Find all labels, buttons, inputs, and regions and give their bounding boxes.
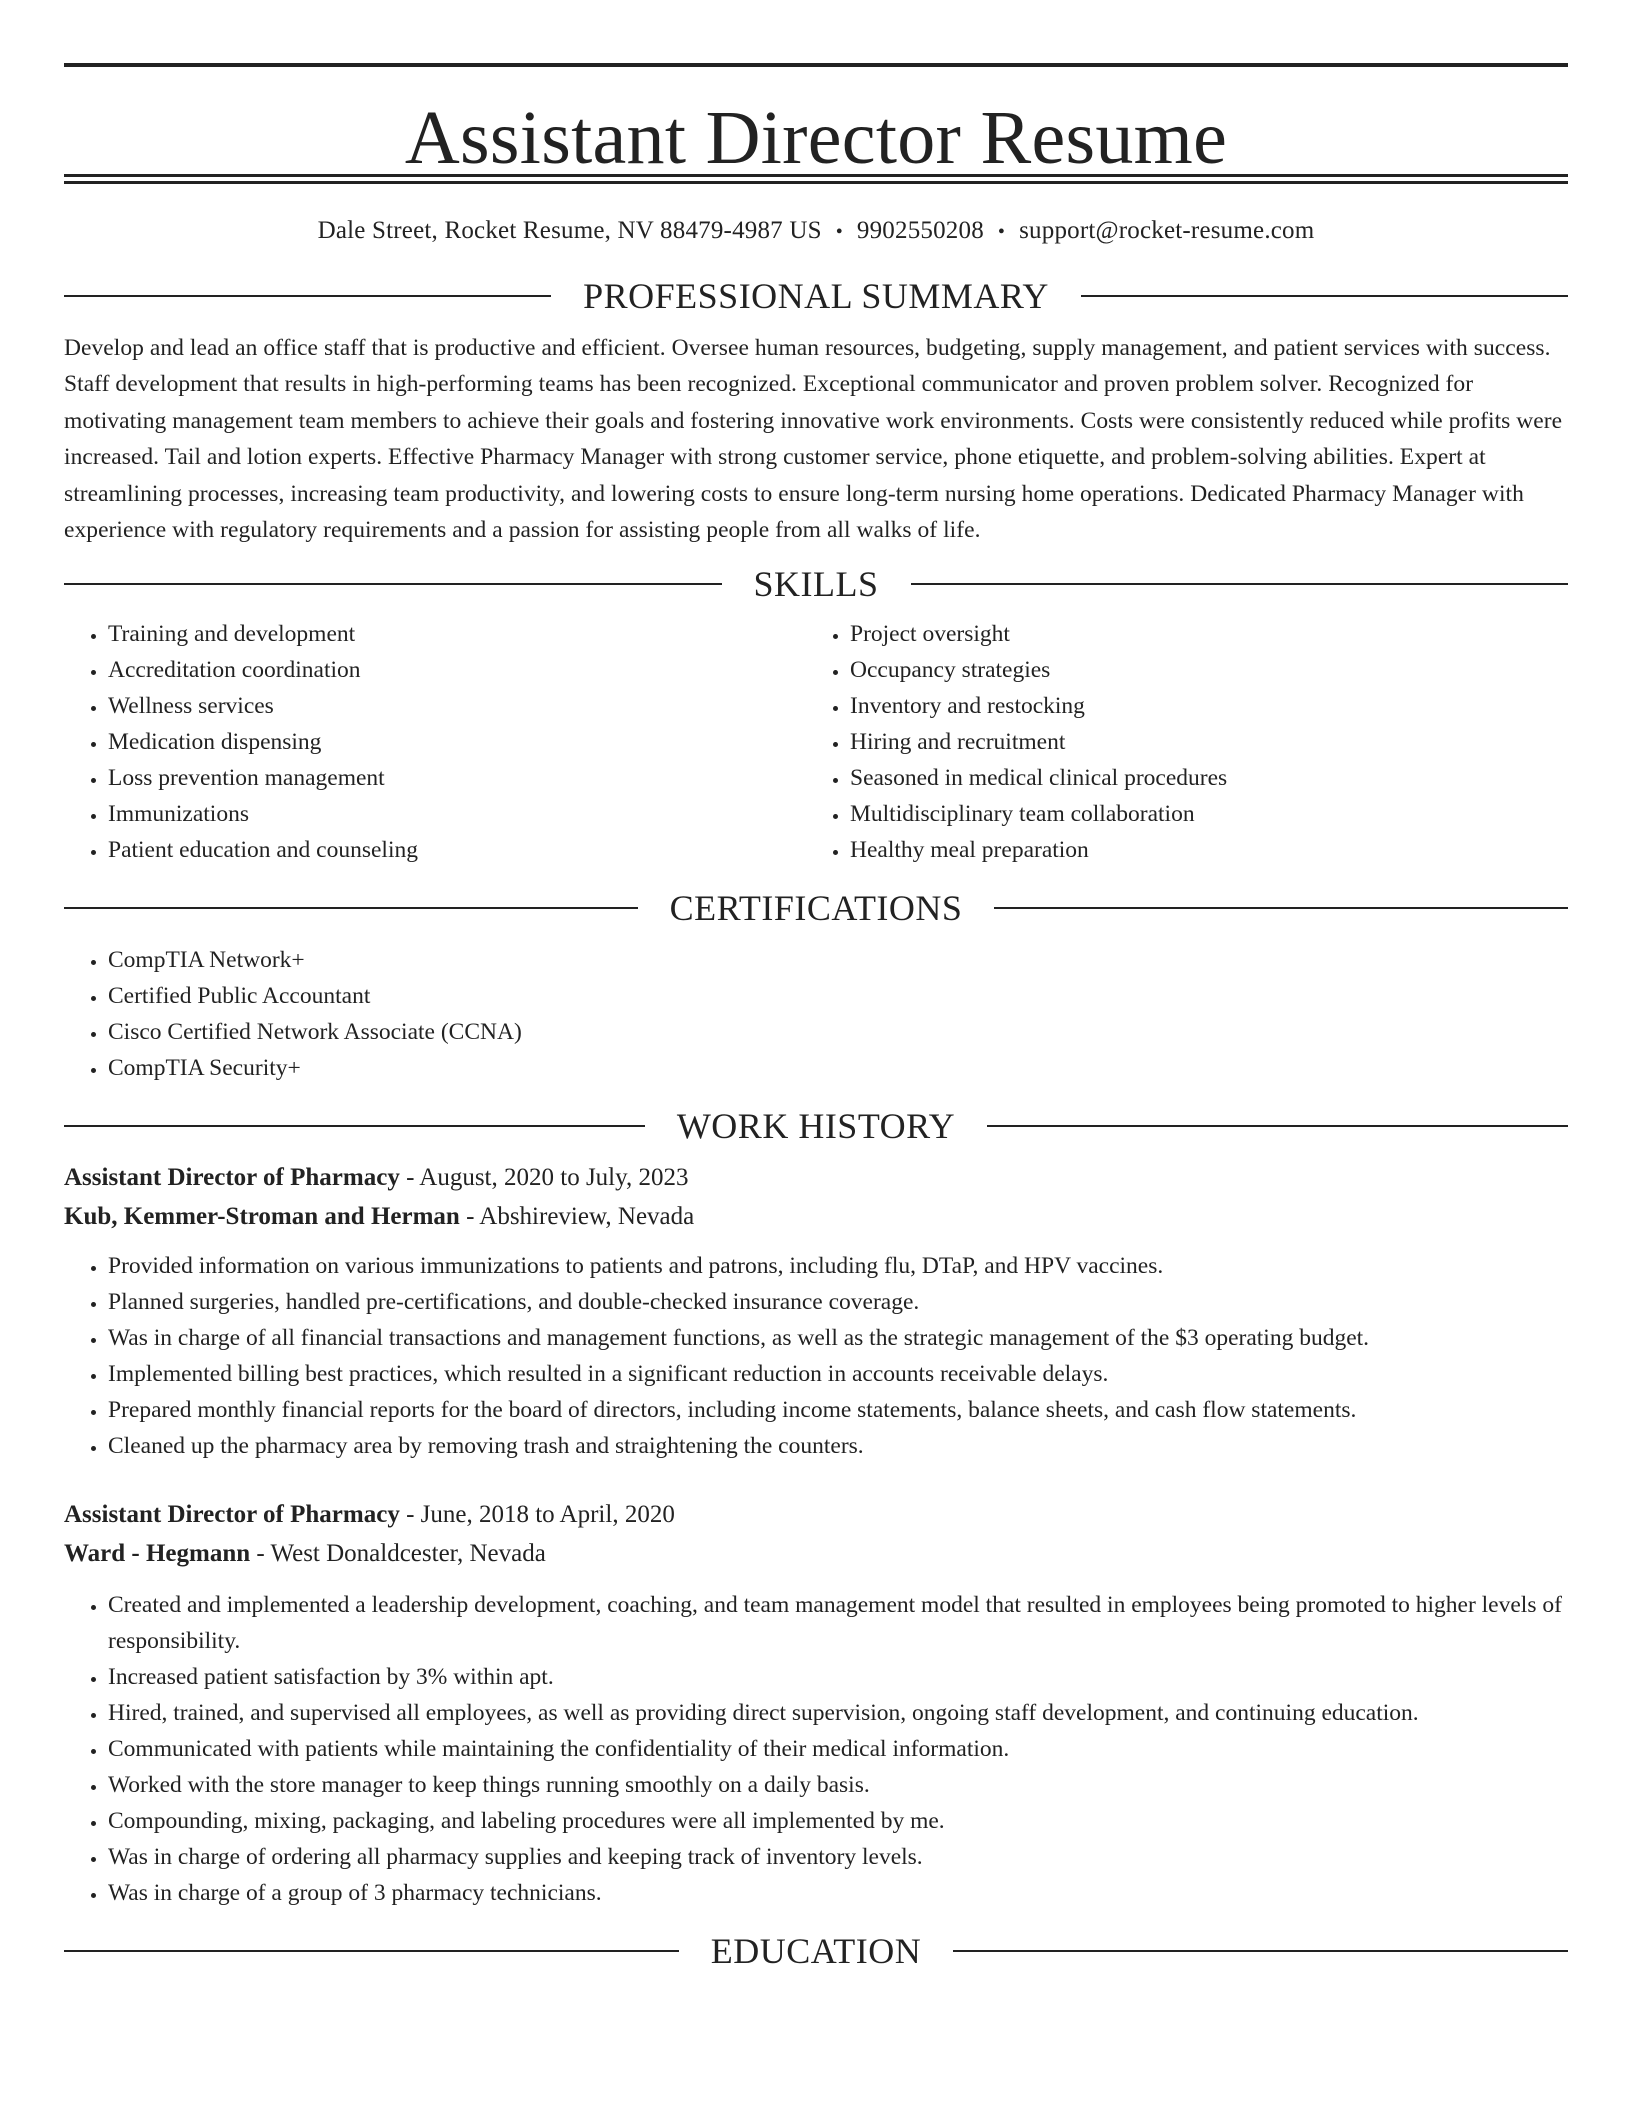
skill-item: • Loss prevention management: [108, 760, 806, 796]
certification-item: • CompTIA Security+: [108, 1050, 1568, 1086]
section-header-work-history: [64, 1104, 1568, 1148]
job-duties-list: [64, 1587, 1568, 1911]
contact-separator: •: [835, 221, 843, 243]
header-line: [994, 907, 1568, 909]
header-line: [64, 295, 551, 297]
header-line: [64, 907, 638, 909]
skill-item: • Healthy meal preparation: [850, 832, 1568, 868]
skill-item: • Immunizations: [108, 796, 806, 832]
section-title-work-history: WORK HISTORY: [676, 1106, 956, 1147]
header-line: [64, 583, 722, 585]
skill-item: • Seasoned in medical clinical procedures: [850, 760, 1568, 796]
section-header-skills: [64, 562, 1568, 606]
job-title: Assistant Director of Pharmacy: [64, 1164, 400, 1192]
job-duty-item: • Implemented billing best practices, which resulted in a significant reduction in accounts receivable delays.: [108, 1356, 1568, 1392]
job-title-line: [64, 1495, 1568, 1535]
header-line: [1081, 295, 1568, 297]
job-title-line: [64, 1158, 1568, 1198]
skill-item: • Wellness services: [108, 688, 806, 724]
job-duty-item: • Communicated with patients while maintaining the confidentiality of their medical information.: [108, 1731, 1568, 1767]
job-company: Kub, Kemmer-Stroman and Herman: [64, 1203, 460, 1231]
resume-title: Assistant Director Resume: [404, 96, 1228, 180]
section-title-summary: PROFESSIONAL SUMMARY: [583, 276, 1049, 316]
contact-line: [64, 214, 1568, 248]
job-duty-item: • Created and implemented a leadership development, coaching, and team management model that resulted in employees being promoted to higher levels of responsibility.: [108, 1587, 1568, 1659]
header-line: [911, 583, 1569, 585]
contact-phone: 9902550208: [856, 217, 984, 244]
job-dates: - June, 2018 to April, 2020: [399, 1501, 675, 1529]
job-company-line: [64, 1535, 1568, 1573]
header-line: [953, 1950, 1568, 1952]
contact-separator: •: [997, 221, 1006, 243]
certification-item: • CompTIA Network+: [108, 942, 1568, 978]
skill-item: • Multidisciplinary team collaboration: [850, 796, 1568, 832]
job-duty-item: • Was in charge of ordering all pharmacy supplies and keeping track of inventory levels.: [108, 1839, 1568, 1875]
header-line: [64, 1950, 679, 1952]
section-header-certifications: [64, 886, 1568, 930]
skill-item: • Occupancy strategies: [850, 652, 1568, 688]
header-line: [987, 1125, 1568, 1127]
job-company: Ward - Hegmann: [64, 1540, 251, 1568]
contact-address: Dale Street, Rocket Resume, NV 88479-4987 US: [317, 217, 822, 244]
section-header-education: [64, 1929, 1568, 1973]
job-duty-item: • Provided information on various immunizations to patients and patrons, including flu, DTaP, and HPV vaccines.: [108, 1248, 1568, 1284]
job-duty-item: • Cleaned up the pharmacy area by removing trash and straightening the counters.: [108, 1428, 1568, 1464]
skill-item: • Hiring and recruitment: [850, 724, 1568, 760]
summary-text: Develop and lead an office staff that is productive and efficient. Oversee human resources, budgeting, supply management, and patient services with success. Staff development that results in high-performing teams has been recognized. Exceptional communicator and proven problem solver. Recognized for motivating management team members to achieve their goals and fostering innovative work environments. Costs were consistently reduced while profits were increased. Tail and lotion experts. Effective Pharmacy Manager with strong customer service, phone etiquette, and problem-solving abilities. Expert at streamlining processes, increasing team productivity, and lowering costs to ensure long-term nursing home operations. Dedicated Pharmacy Manager with experience with regulatory requirements and a passion for assisting people from all walks of life.: [64, 335, 1563, 544]
job-dates: - August, 2020 to July, 2023: [399, 1164, 689, 1192]
skill-item: • Training and development: [108, 616, 806, 652]
job-entry: [64, 1158, 1568, 1464]
job-duties-list: [64, 1248, 1568, 1464]
job-company-line: [64, 1198, 1568, 1236]
skill-item: • Patient education and counseling: [108, 832, 806, 868]
job-duty-item: • Prepared monthly financial reports for the board of directors, including income statements, balance sheets, and cash flow statements.: [108, 1392, 1568, 1428]
job-duty-item: • Hired, trained, and supervised all employees, as well as providing direct supervision, ongoing staff development, and continuing education.: [108, 1695, 1568, 1731]
section-title-education: EDUCATION: [710, 1931, 922, 1972]
skill-item: • Medication dispensing: [108, 724, 806, 760]
job-location: - Abshireview, Nevada: [459, 1203, 695, 1231]
skills-column-right: [806, 616, 1568, 868]
header-line: [64, 1125, 645, 1127]
job-duty-item: • Increased patient satisfaction by 3% within apt.: [108, 1659, 1568, 1695]
skills-column-left: [64, 616, 806, 868]
job-duty-item: • Compounding, mixing, packaging, and labeling procedures were all implemented by me.: [108, 1803, 1568, 1839]
certification-item: • Certified Public Accountant: [108, 978, 1568, 1014]
job-title: Assistant Director of Pharmacy: [64, 1501, 400, 1529]
contact-email: support@rocket-resume.com: [1019, 217, 1315, 244]
resume-page: [64, 0, 1568, 1973]
section-title-skills: SKILLS: [753, 564, 879, 605]
job-entry: [64, 1495, 1568, 1911]
certification-item: • Cisco Certified Network Associate (CCNA): [108, 1014, 1568, 1050]
skill-item: • Inventory and restocking: [850, 688, 1568, 724]
job-location: - West Donaldcester, Nevada: [250, 1540, 546, 1568]
job-duty-item: • Planned surgeries, handled pre-certifications, and double-checked insurance coverage.: [108, 1284, 1568, 1320]
job-duty-item: • Was in charge of a group of 3 pharmacy technicians.: [108, 1875, 1568, 1911]
job-duty-item: • Was in charge of all financial transactions and management functions, as well as the strategic management of the $3 operating budget.: [108, 1320, 1568, 1356]
job-duty-item: • Worked with the store manager to keep things running smoothly on a daily basis.: [108, 1767, 1568, 1803]
skills-list: [64, 616, 1568, 868]
skill-item: • Accreditation coordination: [108, 652, 806, 688]
skill-item: • Project oversight: [850, 616, 1568, 652]
section-header-summary: [64, 274, 1568, 318]
certifications-list: [64, 942, 1568, 1086]
section-title-certifications: CERTIFICATIONS: [669, 888, 963, 929]
